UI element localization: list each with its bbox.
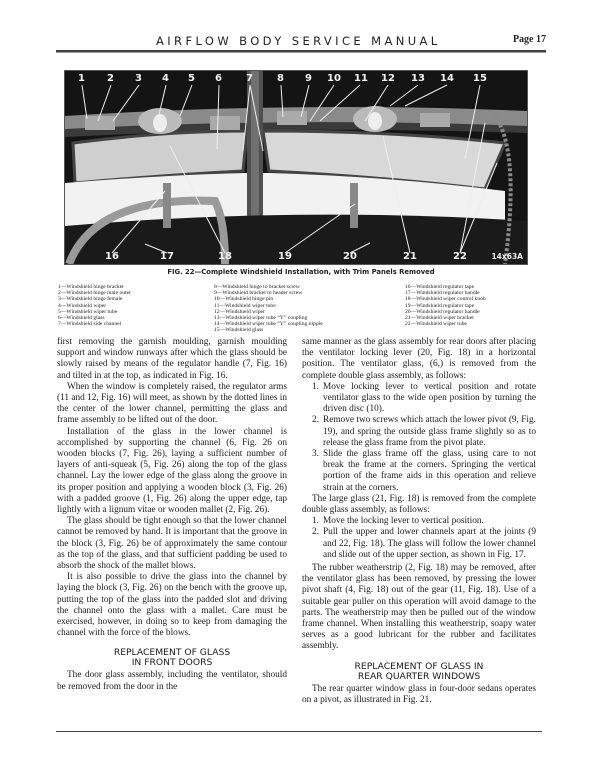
legend-item: 9—Windshield bracket to header screw: [214, 290, 303, 297]
callout-11: 11: [354, 73, 368, 84]
legend-item: 6—Windshield glass: [58, 315, 105, 322]
paragraph: When the window is completely raised, the regulator arms (11 and 12, Fig. 16) will meet, as shown by the dotted lines in the center of the lower channel, permitting the glass and frame assembly to be lifted out of the door.: [57, 381, 287, 426]
section-heading-front-doors: [57, 648, 287, 668]
windshield-photo: [64, 70, 528, 265]
paragraph: It is also possible to drive the glass into the channel by laying the block (3, Fig. 26) on the bench with the groove up, putting the top of the glass into the padded slot and driving the channel onto the glass with a mallet. Care must be exercised, however, in doing so to keep from damaging the channel with the force of the blows.: [57, 572, 287, 639]
callout-19: 19: [278, 251, 292, 262]
callout-22: 22: [453, 251, 467, 262]
callout-5: 5: [188, 73, 195, 84]
callout-6: 6: [215, 73, 222, 84]
callout-10: 10: [327, 73, 341, 84]
callout-12: 12: [381, 73, 395, 84]
legend-item: 7—Windshield side channel: [58, 321, 122, 328]
list-item: [302, 449, 536, 494]
heading-line: REPLACEMENT OF GLASS: [113, 647, 231, 659]
legend-item: 18—Windshield wiper control knob: [405, 296, 486, 303]
paragraph: The door glass assembly, including the ventilator, should be removed from the door in the: [57, 670, 287, 692]
paragraph: The glass should be tight enough so that the lower channel cannot be removed by hand. It is important that the groove in the block (3, Fig. 26) be of approximately the same contour as the top of the glass, and that sufficient padding be used to absorb the shock of the mallet blows.: [57, 516, 287, 572]
heading-line: REAR QUARTER WINDOWS: [357, 670, 481, 682]
callout-14: 14: [440, 73, 454, 84]
legend-column-2: [214, 284, 323, 334]
heading-line: IN FRONT DOORS: [131, 657, 213, 669]
list-item: [302, 527, 536, 561]
section-heading-rear-quarter: [302, 662, 536, 682]
list-number: 1.: [312, 516, 319, 527]
windshield-illustration: [65, 71, 527, 264]
footer-divider: [56, 731, 542, 732]
list-number: 2.: [312, 527, 319, 538]
callout-17: 17: [160, 251, 174, 262]
legend-item: 13—Windshield wiper tube “Y” coupling: [214, 315, 308, 322]
callout-8: 8: [277, 73, 284, 84]
plate-number: 14x63A: [491, 252, 523, 261]
list-item: [302, 382, 536, 416]
legend-column-3: [405, 284, 486, 327]
legend-item: 4—Windshield wiper: [58, 302, 107, 309]
legend-item: 21—Windshield wiper bracket: [405, 315, 474, 322]
callout-1: 1: [78, 73, 85, 84]
legend-item: 20—Windshield regulator handle: [405, 308, 480, 315]
heading-line: REPLACEMENT OF GLASS IN: [354, 660, 484, 672]
list-text: Remove two screws which attach the lower pivot (9, Fig. 19), and spring the outside glass frame slightly so as to release the glass frame from the pivot plate.: [323, 415, 536, 448]
paragraph: same manner as the glass assembly for rear doors after placing the ventilator locking lever (20, Fig. 18) in a horizontal position. The ventilator glass, (6,) is removed from the complete double glass assembly, as follows:: [302, 337, 536, 381]
callout-4: 4: [162, 73, 169, 84]
list-number: 1.: [312, 381, 319, 392]
list-text: Slide the glass frame off the glass, using care to not break the frame at the corners. Springing the vertical portion of the frame aids in this operation and relieve strain at the corners.: [323, 449, 536, 493]
legend-item: 15—Windshield glass: [214, 327, 264, 334]
legend-item: 17—Windshield regulator handle: [405, 290, 480, 297]
list-item: [302, 516, 536, 527]
callout-18: 18: [218, 251, 232, 262]
right-text-column: [302, 337, 536, 706]
list-text: Move locking lever to vertical position and rotate ventilator glass to the wide open position by turning the driven disc (10).: [323, 381, 536, 415]
legend-item: 12—Windshield wiper: [214, 308, 265, 315]
legend-item: 14—Windshield wiper tube “Y” coupling nipple: [214, 321, 323, 328]
legend-item: 3—Windshield hinge female: [58, 296, 123, 303]
legend-item: 10—Windshield hinge pin: [214, 296, 274, 303]
legend-item: 11—Windshield wiper tube: [214, 302, 276, 309]
header-divider: [56, 50, 546, 53]
paragraph: The large glass (21, Fig. 18) is removed from the complete double glass assembly, as follows:: [302, 493, 536, 516]
header-bar: [56, 32, 546, 52]
legend-column-1: [58, 284, 131, 327]
list-number: 3.: [312, 449, 319, 460]
paragraph: Installation of the glass in the lower channel is accomplished by supporting the channel (6, Fig. 26 on wooden blocks (7, Fig. 26), laying a sufficient number of layers of anti-squeak (5, Fig. 26) along the top of the glass channel. Lay the lower edge of the glass along the groove in its proper position and applying a wooden block (3, Fig. 26) with a padded groove (1, Fig. 26) along the upper edge, tap lightly with a lignum vitae or wooden mallet (2, Fig. 26).: [57, 426, 287, 516]
legend-item: 19—Windshield regulator tape: [405, 302, 475, 309]
legend-item: 2—Windshield hinge male outer: [58, 290, 131, 297]
legend-item: 5—Windshield wiper tube: [58, 308, 118, 315]
paragraph: The rear quarter window glass in four-door sedans operates on a pivot, as illustrated in Fig. 21.: [302, 683, 536, 705]
callout-13: 13: [411, 73, 425, 84]
callout-2: 2: [107, 73, 114, 84]
figure-caption: FIG. 22—Complete Windshield Installation, with Trim Panels Removed: [167, 268, 435, 276]
callout-16: 16: [105, 251, 119, 262]
callout-15: 15: [473, 73, 487, 84]
page-number: Page 17: [512, 34, 546, 45]
list-number: 2.: [312, 415, 319, 426]
callout-21: 21: [403, 251, 417, 262]
paragraph: first removing the garnish moulding, garnish moulding support and window runways after which the glass should be slowly raised by means of the regulator handle (7, Fig. 16) and tilted in at the top, as indicated in Fig. 16.: [57, 337, 287, 381]
callout-20: 20: [343, 251, 357, 262]
list-text: Move the locking lever to vertical position.: [323, 516, 484, 527]
left-text-column: [57, 337, 287, 693]
callout-3: 3: [135, 73, 142, 84]
legend-item: 16—Windshield regulator tape: [405, 284, 475, 290]
list-item: [302, 415, 536, 449]
legend-item: 8—Windshield hinge to bracket screw: [214, 284, 300, 290]
legend-item: 1—Windshield hinge bracket: [58, 284, 124, 290]
manual-title: AIRFLOW BODY SERVICE MANUAL: [156, 34, 441, 48]
paragraph: The rubber weatherstrip (2, Fig. 18) may be removed, after the ventilator glass has been removed, by pressing the lower pivot shaft (4, Fig. 18) out of the gear (11, Fig. 18). Use of a suitable gear puller on this operation will avoid damage to the parts. The weatherstrip may then be pulled out of the window frame channel. When installing this weatherstrip, soapy water serves as a good lubricant for the rubber and facilitates assembly.: [302, 563, 536, 652]
legend-item: 22—Windshield wiper tube: [405, 321, 467, 328]
callout-7: 7: [246, 73, 253, 84]
callout-9: 9: [305, 73, 312, 84]
list-text: Pull the upper and lower channels apart at the joints (9 and 22, Fig. 18). The glass will follow the lower channel and slide out of the upper section, as shown in Fig. 17.: [323, 527, 536, 560]
